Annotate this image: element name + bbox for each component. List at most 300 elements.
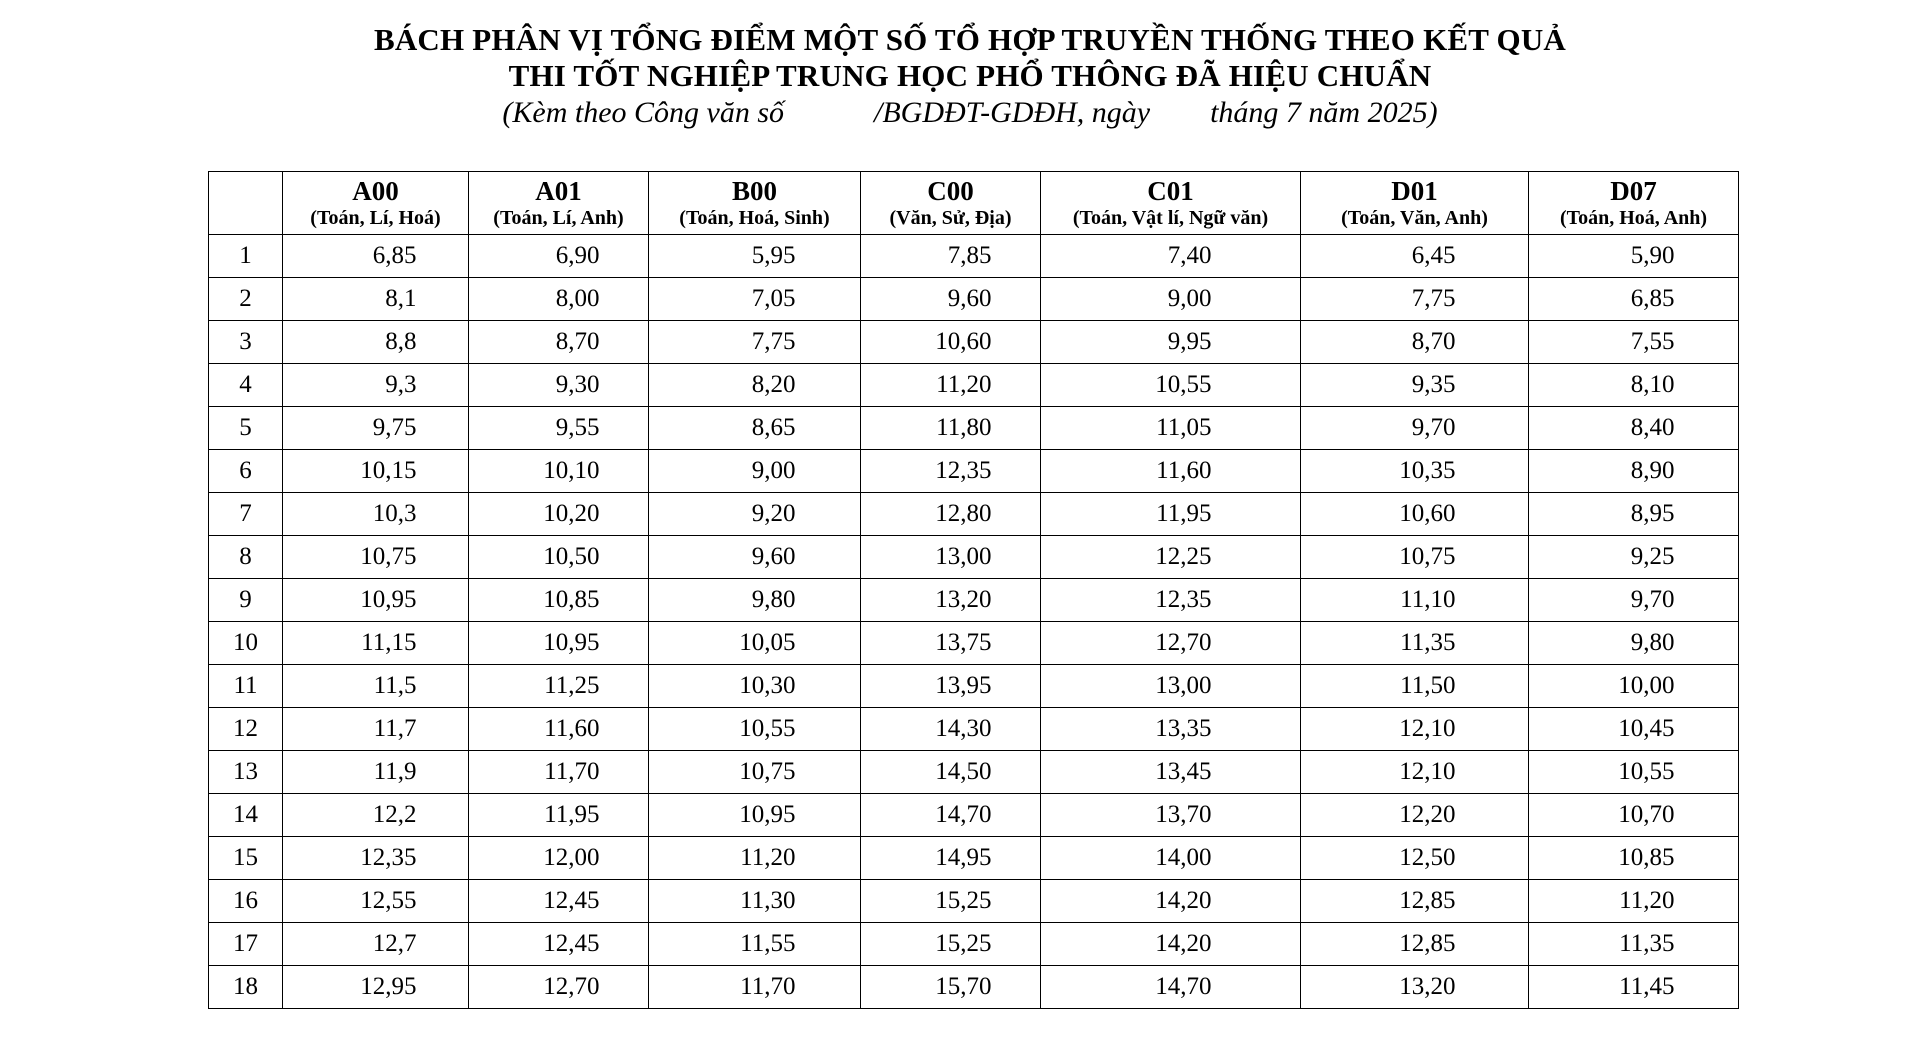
score-value: 12,95 — [360, 973, 417, 1000]
header-cell-c01 — [1041, 172, 1301, 235]
score-cell — [283, 708, 469, 751]
score-value: 11,35 — [1400, 629, 1456, 656]
score-value: 11,7 — [373, 715, 417, 742]
score-cell — [469, 579, 649, 622]
score-value: 10,75 — [1399, 543, 1456, 570]
score-cell — [283, 536, 469, 579]
score-cell — [1041, 278, 1301, 321]
score-value: 8,70 — [1411, 328, 1456, 355]
score-value: 9,30 — [555, 371, 600, 398]
score-value: 10,95 — [360, 586, 417, 613]
score-value: 12,55 — [360, 887, 417, 914]
score-cell — [1041, 450, 1301, 493]
score-cell — [283, 278, 469, 321]
score-value: 14,70 — [935, 801, 992, 828]
score-cell — [861, 579, 1041, 622]
score-cell — [649, 235, 861, 278]
score-cell — [1301, 837, 1529, 880]
score-value: 7,05 — [751, 285, 796, 312]
score-cell — [1301, 579, 1529, 622]
score-value: 9,70 — [1630, 586, 1675, 613]
score-value: 7,75 — [1411, 285, 1456, 312]
column-code: D01 — [1391, 176, 1438, 206]
score-cell — [649, 493, 861, 536]
score-cell — [1301, 751, 1529, 794]
score-value: 12,00 — [543, 844, 600, 871]
score-cell — [1041, 966, 1301, 1009]
score-cell — [1301, 880, 1529, 923]
rank-cell: 9 — [209, 579, 283, 622]
score-cell — [469, 407, 649, 450]
score-value: 13,95 — [935, 672, 992, 699]
score-value: 12,10 — [1399, 715, 1456, 742]
score-cell — [1301, 708, 1529, 751]
score-value: 14,00 — [1155, 844, 1212, 871]
score-cell — [1301, 665, 1529, 708]
score-cell — [283, 321, 469, 364]
rank-cell: 10 — [209, 622, 283, 665]
score-value: 11,05 — [1156, 414, 1212, 441]
score-value: 9,55 — [555, 414, 600, 441]
score-cell — [1529, 536, 1739, 579]
score-value: 11,70 — [544, 758, 600, 785]
score-cell — [649, 923, 861, 966]
score-cell — [649, 794, 861, 837]
score-value: 14,20 — [1155, 887, 1212, 914]
score-cell — [1529, 450, 1739, 493]
column-subjects: (Toán, Lí, Anh) — [493, 207, 624, 229]
score-value: 9,95 — [1167, 328, 1212, 355]
column-subjects: (Toán, Văn, Anh) — [1341, 207, 1488, 229]
column-subjects: (Toán, Hoá, Anh) — [1559, 207, 1708, 229]
score-value: 13,00 — [1155, 672, 1212, 699]
score-cell — [861, 450, 1041, 493]
score-cell — [1529, 794, 1739, 837]
score-value: 7,40 — [1167, 242, 1212, 269]
score-value: 10,10 — [543, 457, 600, 484]
score-cell — [283, 493, 469, 536]
rank-cell: 1 — [209, 235, 283, 278]
score-value: 9,60 — [751, 543, 796, 570]
score-value: 10,05 — [739, 629, 796, 656]
score-cell — [1529, 579, 1739, 622]
score-cell — [1301, 536, 1529, 579]
table-row — [209, 579, 1739, 622]
score-cell — [861, 622, 1041, 665]
score-value: 12,80 — [935, 500, 992, 527]
score-cell — [283, 364, 469, 407]
score-value: 10,55 — [1618, 758, 1675, 785]
score-cell — [861, 837, 1041, 880]
score-cell — [283, 450, 469, 493]
score-cell — [1041, 235, 1301, 278]
score-cell — [283, 235, 469, 278]
score-value: 11,70 — [740, 973, 796, 1000]
rank-cell: 8 — [209, 536, 283, 579]
table-row — [209, 321, 1739, 364]
score-value: 11,60 — [1156, 457, 1212, 484]
score-value: 10,60 — [1399, 500, 1456, 527]
score-value: 12,35 — [360, 844, 417, 871]
score-value: 11,80 — [936, 414, 992, 441]
score-value: 9,60 — [947, 285, 992, 312]
score-value: 8,1 — [385, 285, 417, 312]
column-subjects: (Văn, Sử, Địa) — [889, 207, 1012, 229]
score-cell — [1529, 751, 1739, 794]
score-cell — [861, 794, 1041, 837]
score-value: 8,70 — [555, 328, 600, 355]
rank-cell: 15 — [209, 837, 283, 880]
score-cell — [1301, 966, 1529, 1009]
header-rank-cell — [209, 172, 283, 235]
table-row — [209, 794, 1739, 837]
rank-cell: 2 — [209, 278, 283, 321]
score-cell — [861, 880, 1041, 923]
column-subjects: (Toán, Hoá, Sinh) — [679, 207, 830, 229]
score-cell — [283, 407, 469, 450]
table-row — [209, 880, 1739, 923]
score-cell — [1041, 622, 1301, 665]
score-cell — [649, 407, 861, 450]
score-value: 10,35 — [1399, 457, 1456, 484]
rank-cell: 16 — [209, 880, 283, 923]
score-value: 13,45 — [1155, 758, 1212, 785]
score-cell — [469, 235, 649, 278]
score-value: 6,85 — [1630, 285, 1675, 312]
score-cell — [469, 493, 649, 536]
score-cell — [283, 622, 469, 665]
score-cell — [1041, 708, 1301, 751]
score-cell — [861, 966, 1041, 1009]
score-value: 12,20 — [1399, 801, 1456, 828]
score-cell — [283, 751, 469, 794]
rank-cell: 11 — [209, 665, 283, 708]
score-cell — [1041, 665, 1301, 708]
score-value: 12,85 — [1399, 930, 1456, 957]
score-value: 8,00 — [555, 285, 600, 312]
score-cell — [469, 923, 649, 966]
score-value: 11,95 — [544, 801, 600, 828]
score-value: 9,00 — [1167, 285, 1212, 312]
score-value: 12,2 — [372, 801, 417, 828]
table-row — [209, 923, 1739, 966]
score-value: 9,70 — [1411, 414, 1456, 441]
score-value: 13,70 — [1155, 801, 1212, 828]
score-value: 15,25 — [935, 930, 992, 957]
rank-cell: 4 — [209, 364, 283, 407]
score-value: 12,35 — [1155, 586, 1212, 613]
score-cell — [469, 708, 649, 751]
table-row — [209, 235, 1739, 278]
column-code: C00 — [927, 176, 974, 206]
score-cell — [1529, 321, 1739, 364]
score-value: 7,85 — [947, 242, 992, 269]
score-cell — [469, 665, 649, 708]
score-cell — [1529, 880, 1739, 923]
score-cell — [1041, 751, 1301, 794]
score-value: 9,35 — [1411, 371, 1456, 398]
score-cell — [649, 536, 861, 579]
score-cell — [1301, 407, 1529, 450]
table-row — [209, 407, 1739, 450]
score-cell — [469, 536, 649, 579]
score-value: 10,00 — [1618, 672, 1675, 699]
score-value: 9,20 — [751, 500, 796, 527]
score-cell — [1529, 708, 1739, 751]
score-cell — [1301, 278, 1529, 321]
score-cell — [649, 278, 861, 321]
score-cell — [1301, 450, 1529, 493]
header-cell-a01 — [469, 172, 649, 235]
score-value: 11,15 — [361, 629, 417, 656]
column-subjects: (Toán, Vật lí, Ngữ văn) — [1072, 207, 1269, 229]
score-value: 8,10 — [1630, 371, 1675, 398]
score-cell — [283, 665, 469, 708]
score-value: 10,30 — [739, 672, 796, 699]
score-value: 12,70 — [1155, 629, 1212, 656]
score-cell — [861, 278, 1041, 321]
score-cell — [469, 450, 649, 493]
score-cell — [861, 536, 1041, 579]
column-code: B00 — [731, 176, 777, 206]
score-value: 10,70 — [1618, 801, 1675, 828]
score-cell — [1041, 364, 1301, 407]
score-cell — [1041, 837, 1301, 880]
score-cell — [469, 794, 649, 837]
score-cell — [861, 235, 1041, 278]
column-code: C01 — [1147, 176, 1194, 206]
score-cell — [861, 665, 1041, 708]
table-row — [209, 493, 1739, 536]
header-cell-d07 — [1529, 172, 1739, 235]
score-cell — [1041, 321, 1301, 364]
score-cell — [1041, 493, 1301, 536]
score-value: 9,3 — [385, 371, 417, 398]
score-cell — [649, 321, 861, 364]
document-header — [0, 22, 1920, 132]
score-cell — [283, 579, 469, 622]
score-value: 11,35 — [1619, 930, 1675, 957]
score-value: 9,75 — [372, 414, 417, 441]
score-value: 10,55 — [739, 715, 796, 742]
score-cell — [649, 450, 861, 493]
score-value: 15,25 — [935, 887, 992, 914]
score-cell — [649, 708, 861, 751]
score-value: 10,95 — [543, 629, 600, 656]
score-cell — [861, 407, 1041, 450]
rank-cell: 14 — [209, 794, 283, 837]
column-code: A01 — [535, 176, 582, 206]
score-value: 11,45 — [1619, 973, 1675, 1000]
score-cell — [1041, 923, 1301, 966]
score-value: 8,95 — [1630, 500, 1675, 527]
score-value: 12,50 — [1399, 844, 1456, 871]
score-value: 12,35 — [935, 457, 992, 484]
score-cell — [469, 880, 649, 923]
score-value: 10,20 — [543, 500, 600, 527]
score-value: 11,20 — [936, 371, 992, 398]
score-cell — [1529, 665, 1739, 708]
table-row — [209, 751, 1739, 794]
table-row — [209, 665, 1739, 708]
score-value: 8,8 — [385, 328, 417, 355]
score-value: 11,50 — [1400, 672, 1456, 699]
score-cell — [1301, 794, 1529, 837]
score-value: 11,10 — [1400, 586, 1456, 613]
score-value: 12,25 — [1155, 543, 1212, 570]
score-value: 7,75 — [751, 328, 796, 355]
score-value: 14,50 — [935, 758, 992, 785]
score-cell — [283, 923, 469, 966]
score-value: 10,75 — [739, 758, 796, 785]
score-cell — [649, 880, 861, 923]
score-value: 9,80 — [1630, 629, 1675, 656]
table-row — [209, 708, 1739, 751]
score-value: 11,20 — [740, 844, 796, 871]
table-row — [209, 966, 1739, 1009]
score-cell — [1529, 622, 1739, 665]
score-value: 12,10 — [1399, 758, 1456, 785]
score-cell — [469, 622, 649, 665]
score-cell — [1041, 536, 1301, 579]
score-value: 8,90 — [1630, 457, 1675, 484]
score-value: 14,70 — [1155, 973, 1212, 1000]
score-value: 12,85 — [1399, 887, 1456, 914]
score-value: 6,85 — [372, 242, 417, 269]
score-cell — [1041, 794, 1301, 837]
score-cell — [1041, 579, 1301, 622]
rank-cell: 6 — [209, 450, 283, 493]
score-cell — [649, 364, 861, 407]
rank-cell: 7 — [209, 493, 283, 536]
score-value: 10,15 — [360, 457, 417, 484]
table-row — [209, 450, 1739, 493]
score-value: 6,90 — [555, 242, 600, 269]
score-cell — [1301, 235, 1529, 278]
score-value: 9,00 — [751, 457, 796, 484]
score-cell — [1041, 407, 1301, 450]
score-value: 7,55 — [1630, 328, 1675, 355]
score-cell — [649, 966, 861, 1009]
score-value: 12,70 — [543, 973, 600, 1000]
score-value: 13,75 — [935, 629, 992, 656]
score-cell — [469, 966, 649, 1009]
score-value: 11,5 — [373, 672, 417, 699]
score-cell — [283, 880, 469, 923]
score-value: 9,80 — [751, 586, 796, 613]
score-value: 13,35 — [1155, 715, 1212, 742]
score-cell — [861, 708, 1041, 751]
score-cell — [1041, 880, 1301, 923]
score-cell — [649, 579, 861, 622]
score-cell — [469, 321, 649, 364]
score-value: 10,85 — [1618, 844, 1675, 871]
score-value: 11,9 — [373, 758, 417, 785]
score-cell — [861, 321, 1041, 364]
score-cell — [1301, 321, 1529, 364]
header-cell-b00 — [649, 172, 861, 235]
score-cell — [861, 751, 1041, 794]
column-subjects: (Toán, Lí, Hoá) — [310, 207, 441, 229]
score-value: 12,45 — [543, 930, 600, 957]
score-value: 11,25 — [544, 672, 600, 699]
score-cell — [1301, 364, 1529, 407]
header-cell-a00 — [283, 172, 469, 235]
score-cell — [649, 837, 861, 880]
score-value: 15,70 — [935, 973, 992, 1000]
score-cell — [1529, 837, 1739, 880]
score-value: 13,00 — [935, 543, 992, 570]
score-cell — [283, 837, 469, 880]
score-cell — [283, 966, 469, 1009]
table-row — [209, 837, 1739, 880]
rank-cell: 17 — [209, 923, 283, 966]
score-cell — [1529, 364, 1739, 407]
score-cell — [649, 665, 861, 708]
score-cell — [469, 751, 649, 794]
score-cell — [1529, 966, 1739, 1009]
table-row — [209, 536, 1739, 579]
score-cell — [1529, 278, 1739, 321]
rank-cell: 18 — [209, 966, 283, 1009]
score-cell — [1301, 493, 1529, 536]
score-value: 10,55 — [1155, 371, 1212, 398]
score-cell — [469, 364, 649, 407]
table-row — [209, 622, 1739, 665]
score-value: 10,50 — [543, 543, 600, 570]
score-value: 11,95 — [1156, 500, 1212, 527]
score-value: 8,40 — [1630, 414, 1675, 441]
table-header-row — [209, 172, 1739, 235]
rank-cell: 3 — [209, 321, 283, 364]
score-cell — [649, 751, 861, 794]
score-value: 10,95 — [739, 801, 796, 828]
score-value: 8,65 — [751, 414, 796, 441]
rank-cell: 12 — [209, 708, 283, 751]
rank-cell: 5 — [209, 407, 283, 450]
percentile-table — [208, 171, 1739, 1009]
rank-cell: 13 — [209, 751, 283, 794]
score-value: 10,60 — [935, 328, 992, 355]
table-row — [209, 364, 1739, 407]
score-cell — [1529, 923, 1739, 966]
score-cell — [1529, 493, 1739, 536]
score-value: 11,20 — [1619, 887, 1675, 914]
score-value: 10,75 — [360, 543, 417, 570]
table-row — [209, 278, 1739, 321]
score-cell — [469, 278, 649, 321]
score-value: 8,20 — [751, 371, 796, 398]
score-value: 12,7 — [372, 930, 417, 957]
score-value: 14,95 — [935, 844, 992, 871]
score-value: 5,90 — [1630, 242, 1675, 269]
score-cell — [861, 364, 1041, 407]
score-value: 10,85 — [543, 586, 600, 613]
score-value: 5,95 — [751, 242, 796, 269]
score-cell — [649, 622, 861, 665]
score-value: 13,20 — [935, 586, 992, 613]
subtitle: (Kèm theo Công văn số /BGDĐT-GDĐH, ngày tháng 7 năm 2025) — [502, 96, 1438, 129]
score-cell — [1529, 407, 1739, 450]
score-value: 14,20 — [1155, 930, 1212, 957]
score-cell — [1301, 622, 1529, 665]
score-value: 11,55 — [740, 930, 796, 957]
score-cell — [1529, 235, 1739, 278]
score-cell — [861, 923, 1041, 966]
score-value: 10,3 — [372, 500, 417, 527]
score-value: 10,45 — [1618, 715, 1675, 742]
score-cell — [469, 837, 649, 880]
